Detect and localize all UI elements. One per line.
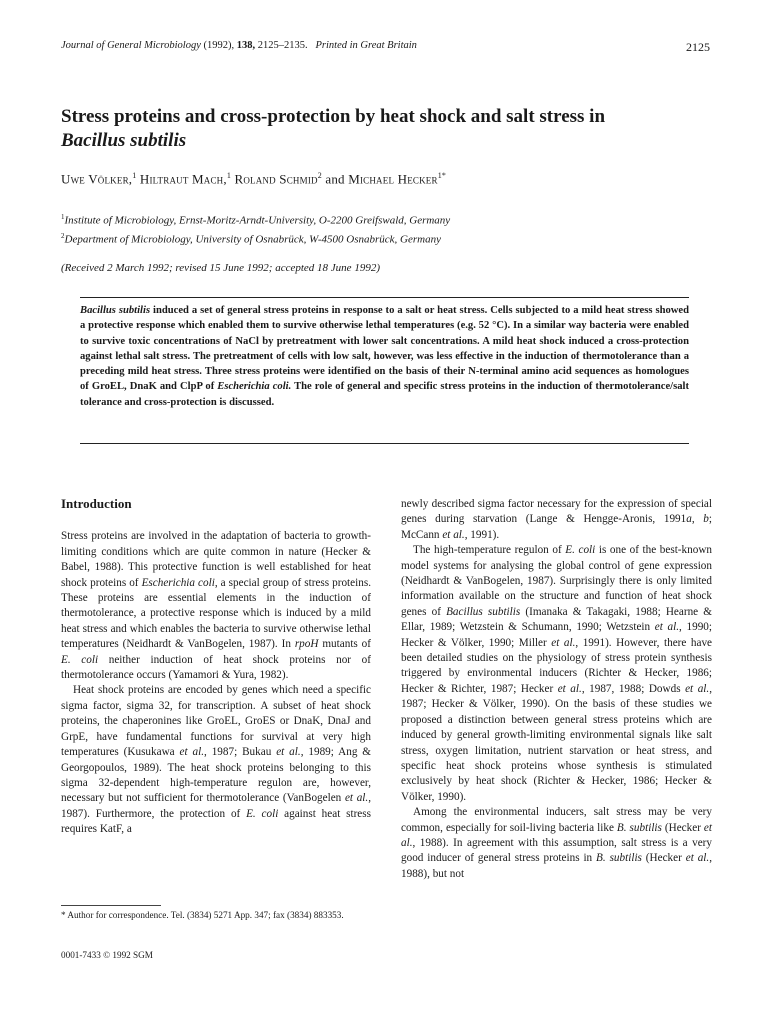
intro-p1-s5: E. coli	[61, 653, 99, 666]
intro-p2-s4: , 1989; Ang & Georgopoulos, 1989). The heat shock proteins belonging to this sigma 32-dependent high-temperature regulon are, however, necessary but not sufficient for thermotolerance (VanBogelen	[61, 746, 372, 805]
left-column	[61, 490, 371, 838]
article-title	[61, 105, 711, 153]
section-heading-introduction: Introduction	[61, 496, 132, 511]
intro-p1-s1: Escherichia coli	[141, 576, 215, 589]
right-p1-s4: ; McCann	[401, 513, 712, 541]
journal-pages: 2125–2135.	[257, 40, 308, 51]
intro-p2-s1: et al.	[179, 746, 205, 759]
abstract-top-rule	[80, 297, 689, 298]
right-p1-s6: , 1991).	[464, 528, 500, 541]
right-column	[401, 497, 712, 882]
right-p2-s0: The high-temperature regulon of	[413, 544, 566, 557]
right-p1-s5: et al.	[442, 528, 465, 541]
intro-p2-s2: , 1987; Bukau	[204, 746, 277, 759]
right-p3-s5: B. subtilis	[596, 852, 642, 865]
journal-name: Journal of General Microbiology	[61, 40, 201, 51]
copyright-line: 0001-7433 © 1992 SGM	[61, 950, 153, 960]
right-p2-s4: (Imanaka & Takagaki, 1988; Hearne & Ellar, 1989; Wetzstein & Schumann, 1990; Wetzstein	[401, 605, 712, 634]
right-p2-s11: et al.	[685, 682, 710, 695]
right-p3-s0: Among the environmental inducers, salt stress may be very common, especially for soil-living bacteria like	[401, 806, 712, 834]
page-number: 2125	[686, 40, 710, 54]
author-list	[61, 171, 711, 187]
title-line-2: Bacillus subtilis	[61, 130, 187, 151]
author-4: Michael Hecker	[348, 171, 438, 187]
right-p2-s6: , 1990; Hecker & Völker, 1990; Miller	[401, 621, 713, 649]
intro-p2-s3: et al.	[276, 746, 301, 759]
author-2: Hiltraut Mach,	[139, 171, 227, 187]
right-p3-s1: B. subtilis	[616, 821, 662, 834]
right-paragraph-2	[401, 543, 712, 805]
affiliation-2-text: Department of Microbiology, University of Osnabrück, W-4500 Osnabrück, Germany	[64, 233, 441, 246]
printed-in: Printed in Great Britain	[315, 40, 417, 51]
intro-p2-s8: against heat stress requires KatF, a	[61, 807, 371, 836]
right-p2-s10: , 1987, 1988; Dowds	[581, 682, 686, 695]
right-p2-s1: E. coli	[565, 544, 596, 557]
affiliation-2-mark: 2	[61, 231, 65, 240]
running-header	[61, 40, 710, 56]
received-dates: (Received 2 March 1992; revised 15 June 1992; accepted 18 June 1992)	[61, 262, 380, 274]
right-p2-s8: , 1991). However, there have been detailed studies on the physiology of stress protein synthesis triggered by environmental inducers (Richter & Hecker, 1986; Hecker & Richter, 1987; Hecker	[401, 636, 713, 695]
title-line-1: Stress proteins and cross-protection by heat shock and salt stress in	[61, 106, 606, 127]
intro-p1-s2: , a special group of stress proteins. These proteins are essential elements in the induction of thermotolerance, a protective response which is induced by a mild heat stress and which enables the bacteria to survive otherwise lethal temperatures (Neidhardt & VanBogelen, 1987). In	[61, 576, 371, 651]
author-2-affil: 1	[226, 171, 232, 180]
right-p2-s9: et al.	[557, 682, 582, 695]
right-p2-s5: et al.	[654, 621, 680, 634]
right-paragraph-3	[401, 805, 712, 882]
right-paragraph-1	[401, 497, 712, 543]
right-p3-s2: (Hecker	[661, 821, 704, 834]
intro-p1-s4: mutants of	[318, 638, 371, 651]
intro-paragraph-2	[61, 683, 371, 837]
right-p2-s2: is one of the best-known model systems for analysing the global control of gene expression (Neidhardt & VanBogelen, 1987). Surprisingly there is only limited information available on the structure and function of heat shock genes of	[401, 544, 712, 618]
right-p1-s3: b	[703, 513, 709, 526]
affiliations	[61, 210, 711, 247]
intro-p2-s6: , 1987). Furthermore, the protection of	[61, 792, 371, 820]
abstract-organism-2: Escherichia coli.	[217, 381, 292, 393]
right-p3-s4: , 1988). In agreement with this assumption, salt stress is a very good inducer of general stress proteins in	[401, 836, 712, 865]
right-p3-s7: et al.	[685, 852, 710, 865]
right-p1-s2: ,	[691, 513, 704, 526]
author-1-affil: 1	[132, 171, 137, 180]
journal-year: (1992),	[203, 40, 235, 51]
author-and: and	[325, 171, 345, 187]
right-p2-s3: Bacillus subtilis	[446, 605, 521, 618]
right-p2-s12: , 1987; Hecker & Völker, 1990). On the basis of these studies we proposed a distinction between general stress proteins which are induced by general growth-limiting environmental signals like salt stress, oxygen limitation, nutrient starvation or heat stress, and specific heat shock proteins whose synthesis is stimulated exclusively by heat shock (Richter & Hecker, 1986; Hecker & Völker, 1990).	[401, 682, 712, 803]
abstract-bottom-rule	[80, 443, 689, 444]
right-p2-s7: et al.	[551, 636, 576, 649]
right-p3-s8: , 1988), but not	[401, 852, 713, 880]
author-3: Roland Schmid	[234, 171, 318, 187]
right-p1-s0: newly described sigma factor necessary for the expression of special genes during starvation (Lange & Hengge-Aronis, 1991	[401, 498, 712, 526]
intro-p2-s5: et al.	[344, 792, 369, 805]
abstract	[80, 303, 689, 410]
intro-p1-s3: rpoH	[294, 638, 319, 651]
affiliation-1	[61, 210, 711, 229]
abstract-tail: The role of general and specific stress proteins in the induction of thermotolerance/salt tolerance and cross-protection is discussed.	[80, 381, 689, 408]
intro-p2-s7: E. coli	[246, 807, 279, 820]
intro-p2-s0: Heat shock proteins are encoded by genes which need a specific sigma factor, sigma 32, for transcription. A subset of heat shock proteins, the chaperonines like GroEL, GroES or DnaK, DnaJ and GrpE, have fundamental functions for survival at very high temperatures (Kusukawa	[61, 684, 371, 759]
footnote-rule	[61, 905, 161, 906]
author-4-affil: 1*	[437, 171, 447, 180]
author-1: Uwe Völker,	[61, 171, 133, 187]
intro-p1-s0: Stress proteins are involved in the adaptation of bacteria to growth-limiting conditions which are quite common in nature (Hecker & Babel, 1988). This protective function is well established for heat shock proteins of	[61, 530, 371, 589]
right-p3-s6: (Hecker	[641, 852, 686, 865]
correspondence-footnote: * Author for correspondence. Tel. (3834) 5271 App. 347; fax (3834) 883353.	[61, 910, 344, 920]
intro-paragraph-1	[61, 529, 371, 683]
right-p3-s3: et al.	[401, 821, 712, 849]
abstract-body: induced a set of general stress proteins in response to a salt or heat stress. Cells subjected to a mild heat stress showed a protective response which enabled them to survive otherwise lethal temperatures (e.g. 52 °C). In a similar way bacteria were enabled to survive toxic concentrations of NaCl by pretreatment with lower salt concentrations. A mild heat shock induced a cross-protection against lethal salt stress. The pretreatment of cells with low salt, however, was less effective in the induction of thermotolerance than a preceding mild heat stress. Three stress proteins were identified on the basis of their N-terminal amino acid sequences as homologues of GroEL, DnaK and ClpP of	[80, 305, 690, 393]
intro-p1-s6: neither induction of heat shock proteins nor of thermotolerance occurs (Yamamori & Yura, 1982).	[61, 653, 371, 682]
abstract-organism: Bacillus subtilis	[80, 305, 151, 316]
affiliation-1-text: Institute of Microbiology, Ernst-Moritz-Arndt-University, O-2200 Greifswald, Germany	[64, 214, 451, 227]
author-3-affil: 2	[317, 171, 322, 180]
journal-volume: 138,	[236, 40, 256, 51]
affiliation-1-mark: 1	[61, 213, 65, 221]
affiliation-2	[61, 229, 711, 248]
journal-citation	[61, 40, 417, 51]
right-p1-s1: a	[686, 513, 692, 526]
